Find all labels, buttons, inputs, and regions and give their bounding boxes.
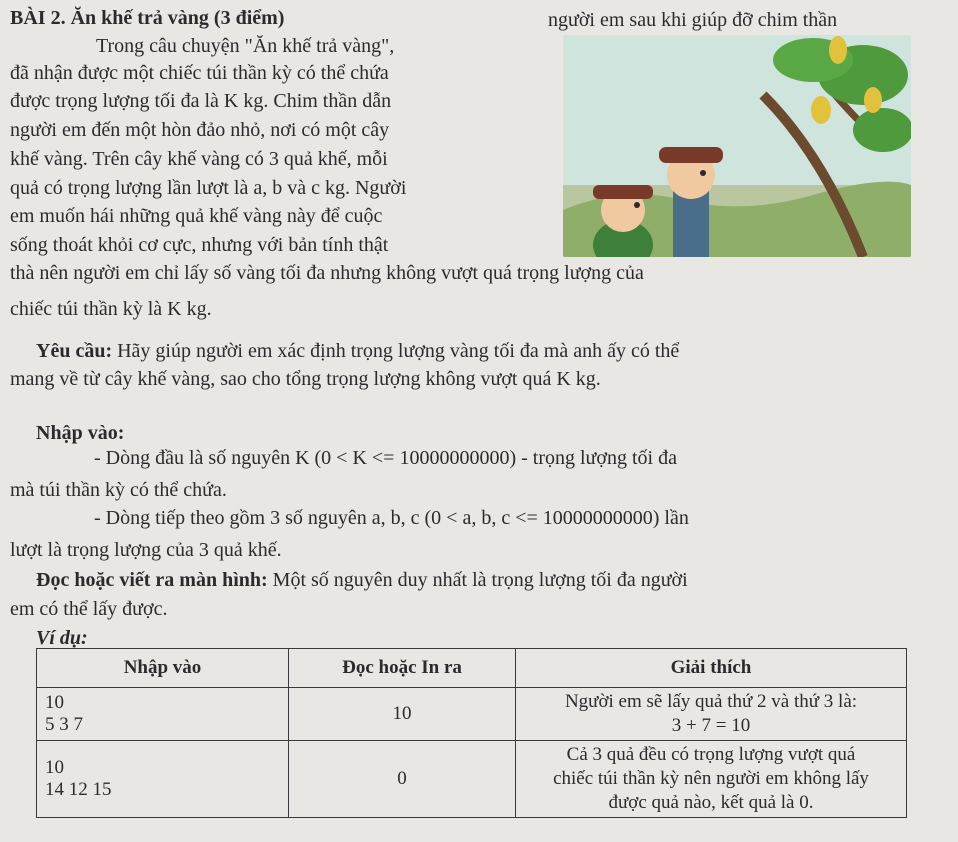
- input-line: lượt là trọng lượng của 3 quả khế.: [10, 539, 282, 561]
- story-line: thà nên người em chỉ lấy số vàng tối đa nhưng không vượt quá trọng lượng của: [10, 262, 644, 284]
- requirement-line-2: mang về từ cây khế vàng, sao cho tổng trọng lượng không vượt quá K kg.: [10, 368, 601, 390]
- output-label: Đọc hoặc viết ra màn hình:: [36, 569, 268, 591]
- input-cell: 10 14 12 15: [37, 741, 289, 818]
- example-table: [36, 648, 907, 818]
- explain-cell: Người em sẽ lấy quả thứ 2 và thứ 3 là: 3 + 7 = 10: [516, 688, 907, 741]
- input-cell: 10 5 3 7: [37, 688, 289, 741]
- story-line: khế vàng. Trên cây khế vàng có 3 quả khế, mỗi: [10, 148, 388, 170]
- story-line: sống thoát khỏi cơ cực, nhưng với bản tính thật: [10, 234, 389, 256]
- input-line: - Dòng đầu là số nguyên K (0 < K <= 10000000000) - trọng lượng tối đa: [94, 447, 677, 469]
- output-line-2: em có thể lấy được.: [10, 598, 168, 620]
- table-row: [37, 741, 907, 818]
- output-cell: 0: [289, 741, 516, 818]
- story-line: quả có trọng lượng lần lượt là a, b và c kg. Người: [10, 177, 407, 199]
- output-cell: 10: [289, 688, 516, 741]
- explain-cell: Cả 3 quả đều có trọng lượng vượt quá chiếc túi thần kỳ nên người em không lấy được quả nào, kết quả là 0.: [516, 741, 907, 818]
- input-line: - Dòng tiếp theo gồm 3 số nguyên a, b, c (0 < a, b, c <= 10000000000) lần: [94, 507, 689, 529]
- story-line: được trọng lượng tối đa là K kg. Chim thần dẫn: [10, 90, 392, 112]
- story-line: người em đến một hòn đảo nhỏ, nơi có một cây: [10, 119, 390, 141]
- story-line: Trong câu chuyện "Ăn khế trả vàng",: [96, 35, 395, 57]
- example-label: Ví dụ:: [36, 627, 88, 649]
- header-explain: Giải thích: [516, 649, 907, 688]
- story-line: chiếc túi thần kỳ là K kg.: [10, 298, 212, 320]
- output-line-1: Đọc hoặc viết ra màn hình: Một số nguyên duy nhất là trọng lượng tối đa người: [36, 569, 688, 591]
- story-illustration-icon: [563, 35, 911, 257]
- problem-title: BÀI 2. Ăn khế trả vàng (3 điểm): [10, 7, 285, 29]
- requirement-line-1: Yêu cầu: Hãy giúp người em xác định trọng lượng vàng tối đa mà anh ấy có thể: [36, 340, 680, 362]
- table-row: [37, 688, 907, 741]
- requirement-label: Yêu cầu:: [36, 340, 113, 362]
- header-input: Nhập vào: [37, 649, 289, 688]
- story-line: em muốn hái những quả khế vàng này để cuộc: [10, 205, 383, 227]
- header-output: Đọc hoặc In ra: [289, 649, 516, 688]
- input-label: Nhập vào:: [36, 422, 125, 444]
- input-line: mà túi thần kỳ có thể chứa.: [10, 479, 227, 501]
- story-line: đã nhận được một chiếc túi thần kỳ có thể chứa: [10, 62, 389, 84]
- title-continuation: người em sau khi giúp đỡ chim thần: [548, 9, 838, 31]
